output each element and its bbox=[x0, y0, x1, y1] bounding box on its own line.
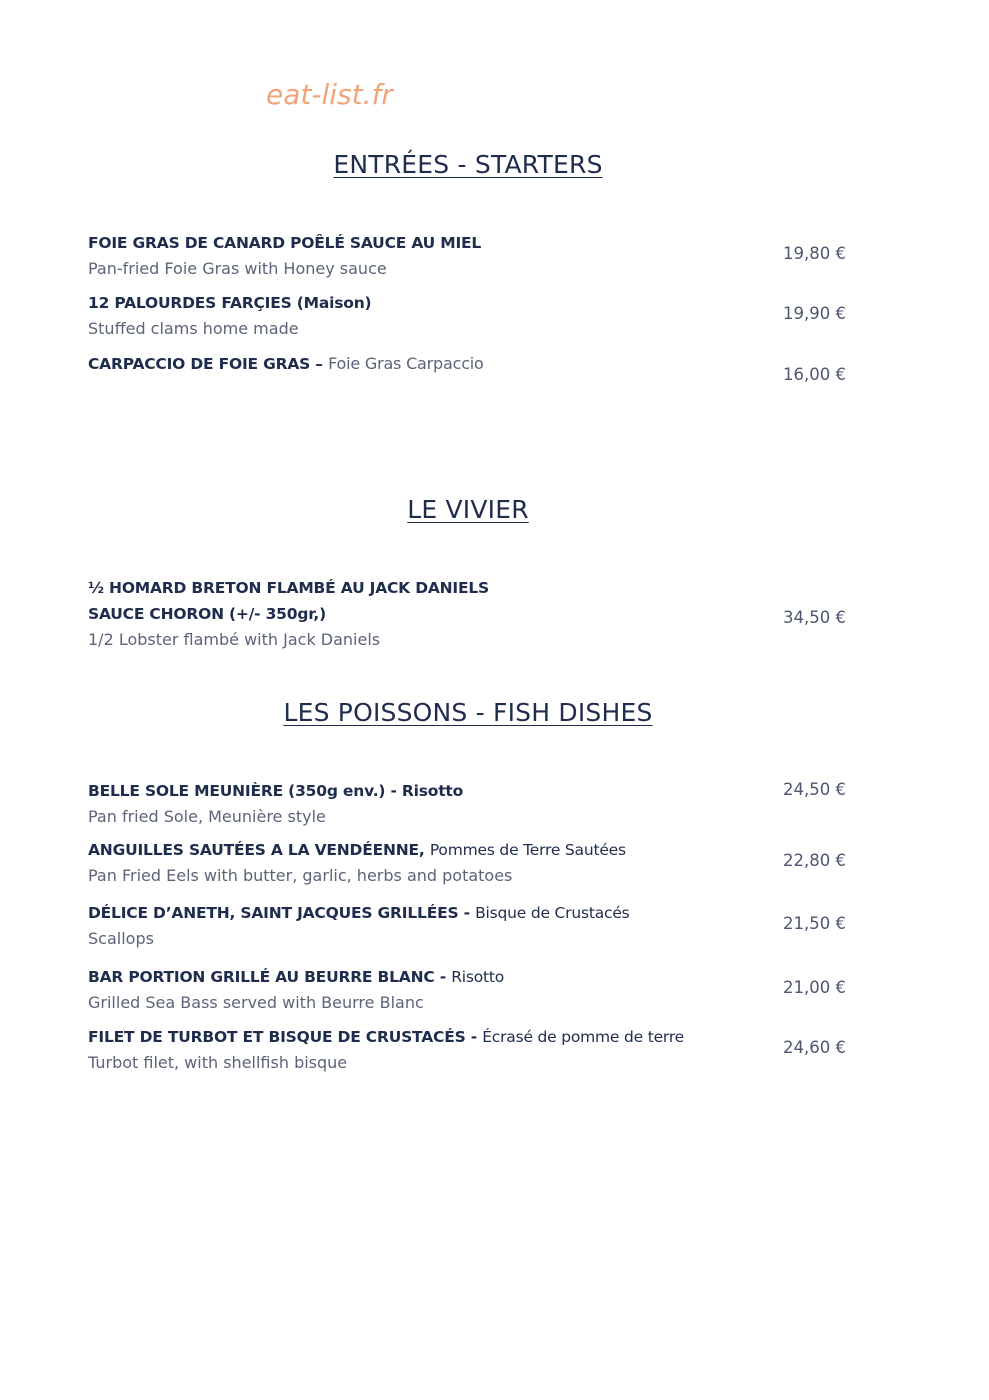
item-name bbox=[88, 900, 848, 926]
item-price: 22,80 € bbox=[783, 851, 846, 870]
item-description: Grilled Sea Bass served with Beurre Blanc bbox=[88, 993, 424, 1012]
section-title-fish: LES POISSONS - FISH DISHES bbox=[283, 698, 653, 727]
section-title-starters: ENTRÉES - STARTERS bbox=[333, 150, 603, 179]
menu-item bbox=[88, 230, 848, 282]
item-name-fr: BAR PORTION GRILLÉ AU BEURRE BLANC - bbox=[88, 968, 446, 986]
item-name-fr: CARPACCIO DE FOIE GRAS – bbox=[88, 355, 323, 373]
menu-item bbox=[88, 575, 848, 653]
section-title-vivier: LE VIVIER bbox=[407, 495, 529, 524]
item-name: FOIE GRAS DE CANARD POÊLÉ SAUCE AU MIEL bbox=[88, 234, 482, 252]
item-name: 12 PALOURDES FARÇIES (Maison) bbox=[88, 294, 372, 312]
watermark: eat-list.fr bbox=[266, 78, 393, 111]
item-price: 34,50 € bbox=[783, 608, 846, 627]
item-name bbox=[88, 964, 848, 990]
item-name-en: Foie Gras Carpaccio bbox=[328, 354, 484, 373]
item-name bbox=[88, 351, 848, 377]
menu-item bbox=[88, 964, 848, 1016]
item-price: 19,90 € bbox=[783, 304, 846, 323]
menu-item bbox=[88, 1024, 848, 1076]
item-name-line2: SAUCE CHORON (+/- 350gr,) bbox=[88, 605, 326, 623]
item-description: 1/2 Lobster flambé with Jack Daniels bbox=[88, 630, 381, 649]
item-name-suffix: Pommes de Terre Sautées bbox=[429, 841, 626, 859]
item-description: Turbot filet, with shellfish bisque bbox=[88, 1053, 348, 1072]
item-name-suffix: Risotto bbox=[451, 968, 505, 986]
item-description: Pan fried Sole, Meunière style bbox=[88, 807, 326, 826]
item-description: Pan Fried Eels with butter, garlic, herbs and potatoes bbox=[88, 866, 513, 885]
item-description: Scallops bbox=[88, 929, 154, 948]
item-price: 24,60 € bbox=[783, 1038, 846, 1057]
item-price: 24,50 € bbox=[783, 780, 846, 799]
item-price: 21,50 € bbox=[783, 914, 846, 933]
item-name-suffix: Écrasé de pomme de terre bbox=[482, 1028, 684, 1046]
item-name-suffix: Bisque de Crustacés bbox=[475, 904, 630, 922]
menu-item bbox=[88, 837, 848, 889]
item-price: 16,00 € bbox=[783, 365, 846, 384]
item-name: ½ HOMARD BRETON FLAMBÉ AU JACK DANIELS bbox=[88, 579, 490, 597]
item-price: 19,80 € bbox=[783, 244, 846, 263]
item-name bbox=[88, 1024, 848, 1050]
item-description: Stuffed clams home made bbox=[88, 319, 299, 338]
item-name-fr: FILET DE TURBOT ET BISQUE DE CRUSTACÉS - bbox=[88, 1028, 477, 1046]
item-price: 21,00 € bbox=[783, 978, 846, 997]
menu-item bbox=[88, 351, 848, 377]
item-description: Pan-fried Foie Gras with Honey sauce bbox=[88, 259, 387, 278]
item-name: BELLE SOLE MEUNIÈRE (350g env.) - Risotto bbox=[88, 782, 464, 800]
item-name bbox=[88, 837, 848, 863]
menu-item bbox=[88, 900, 848, 952]
item-name-fr: ANGUILLES SAUTÉES A LA VENDÉENNE, bbox=[88, 841, 425, 859]
item-name-fr: DÉLICE D’ANETH, SAINT JACQUES GRILLÉES - bbox=[88, 904, 470, 922]
menu-item bbox=[88, 778, 848, 830]
menu-item bbox=[88, 290, 848, 342]
